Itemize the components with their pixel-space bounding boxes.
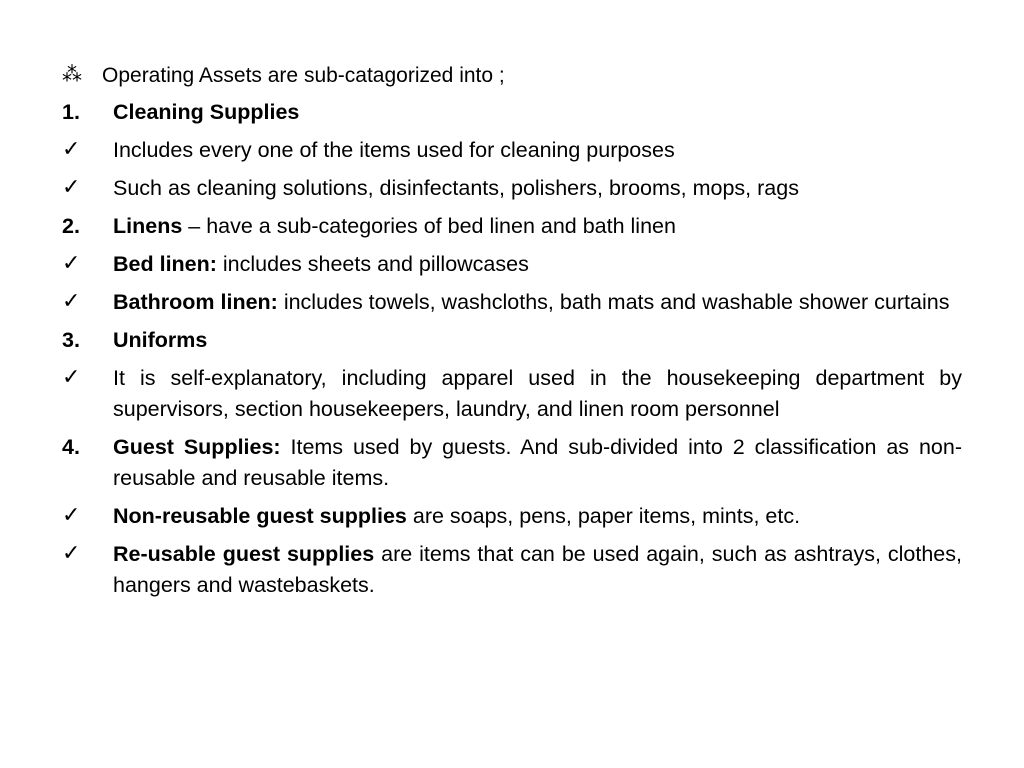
item-number: 4.: [62, 435, 80, 459]
item-text: [113, 432, 962, 494]
item-body-text: are items that can be used again, such as ashtrays, clothes, hangers and wastebaskets.: [113, 542, 962, 597]
item-bold-text: Linens: [113, 214, 183, 238]
item-text: [113, 363, 962, 425]
item-text: [113, 287, 962, 318]
item-body-text: Such as cleaning solutions, disinfectants, polishers, brooms, mops, rags: [113, 176, 799, 200]
item-bold-text: Non-reusable guest supplies: [113, 504, 407, 528]
item-body-text: It is self-explanatory, including apparel used in the housekeeping department by supervisors, section housekeepers, laundry, and linen room personnel: [113, 366, 962, 421]
list-item: [62, 135, 962, 166]
item-body-text: – have a sub-categories of bed linen and bath linen: [182, 214, 676, 238]
item-bold-text: Cleaning Supplies: [113, 100, 300, 124]
checkmark-icon: ✓: [62, 174, 81, 199]
intro-line: [62, 60, 962, 91]
item-bold-text: Guest Supplies:: [113, 435, 281, 459]
checkmark-icon: ✓: [62, 540, 81, 565]
item-body-text: Includes every one of the items used for cleaning purposes: [113, 138, 675, 162]
list-item: [62, 363, 962, 425]
item-number: 2.: [62, 214, 80, 238]
item-text: [113, 211, 962, 242]
list-item: [62, 539, 962, 601]
item-bold-text: Re-usable guest supplies: [113, 542, 375, 566]
checkmark-icon: ✓: [62, 250, 81, 275]
item-bold-text: Bed linen:: [113, 252, 217, 276]
asterism-icon: ⁂: [62, 64, 78, 86]
checkmark-icon: ✓: [62, 364, 81, 389]
item-bold-text: Bathroom linen:: [113, 290, 278, 314]
list-item: [62, 501, 962, 532]
intro-text: Operating Assets are sub-catagorized into ;: [102, 64, 505, 87]
item-text: [113, 325, 962, 356]
list-item: [62, 97, 962, 128]
item-text: [113, 539, 962, 601]
item-body-text: includes sheets and pillowcases: [216, 252, 529, 276]
list-item: [62, 287, 962, 318]
list-item: [62, 432, 962, 494]
checkmark-icon: ✓: [62, 136, 81, 161]
list-item: [62, 211, 962, 242]
item-bold-text: Uniforms: [113, 328, 208, 352]
item-body-text: includes towels, washcloths, bath mats and washable shower curtains: [277, 290, 950, 314]
item-text: [113, 97, 962, 128]
item-text: [113, 249, 962, 280]
item-body-text: Items used by guests. And sub-divided into 2 classification as non-reusable and reusable items.: [113, 435, 962, 490]
item-number: 1.: [62, 100, 80, 124]
list-item: [62, 173, 962, 204]
item-text: [113, 173, 962, 204]
slide-content: [62, 60, 962, 608]
checkmark-icon: ✓: [62, 288, 81, 313]
item-body-text: are soaps, pens, paper items, mints, etc.: [406, 504, 801, 528]
item-text: [113, 501, 962, 532]
item-number: 3.: [62, 328, 80, 352]
list-item: [62, 249, 962, 280]
checkmark-icon: ✓: [62, 502, 81, 527]
item-text: [113, 135, 962, 166]
list-item: [62, 325, 962, 356]
